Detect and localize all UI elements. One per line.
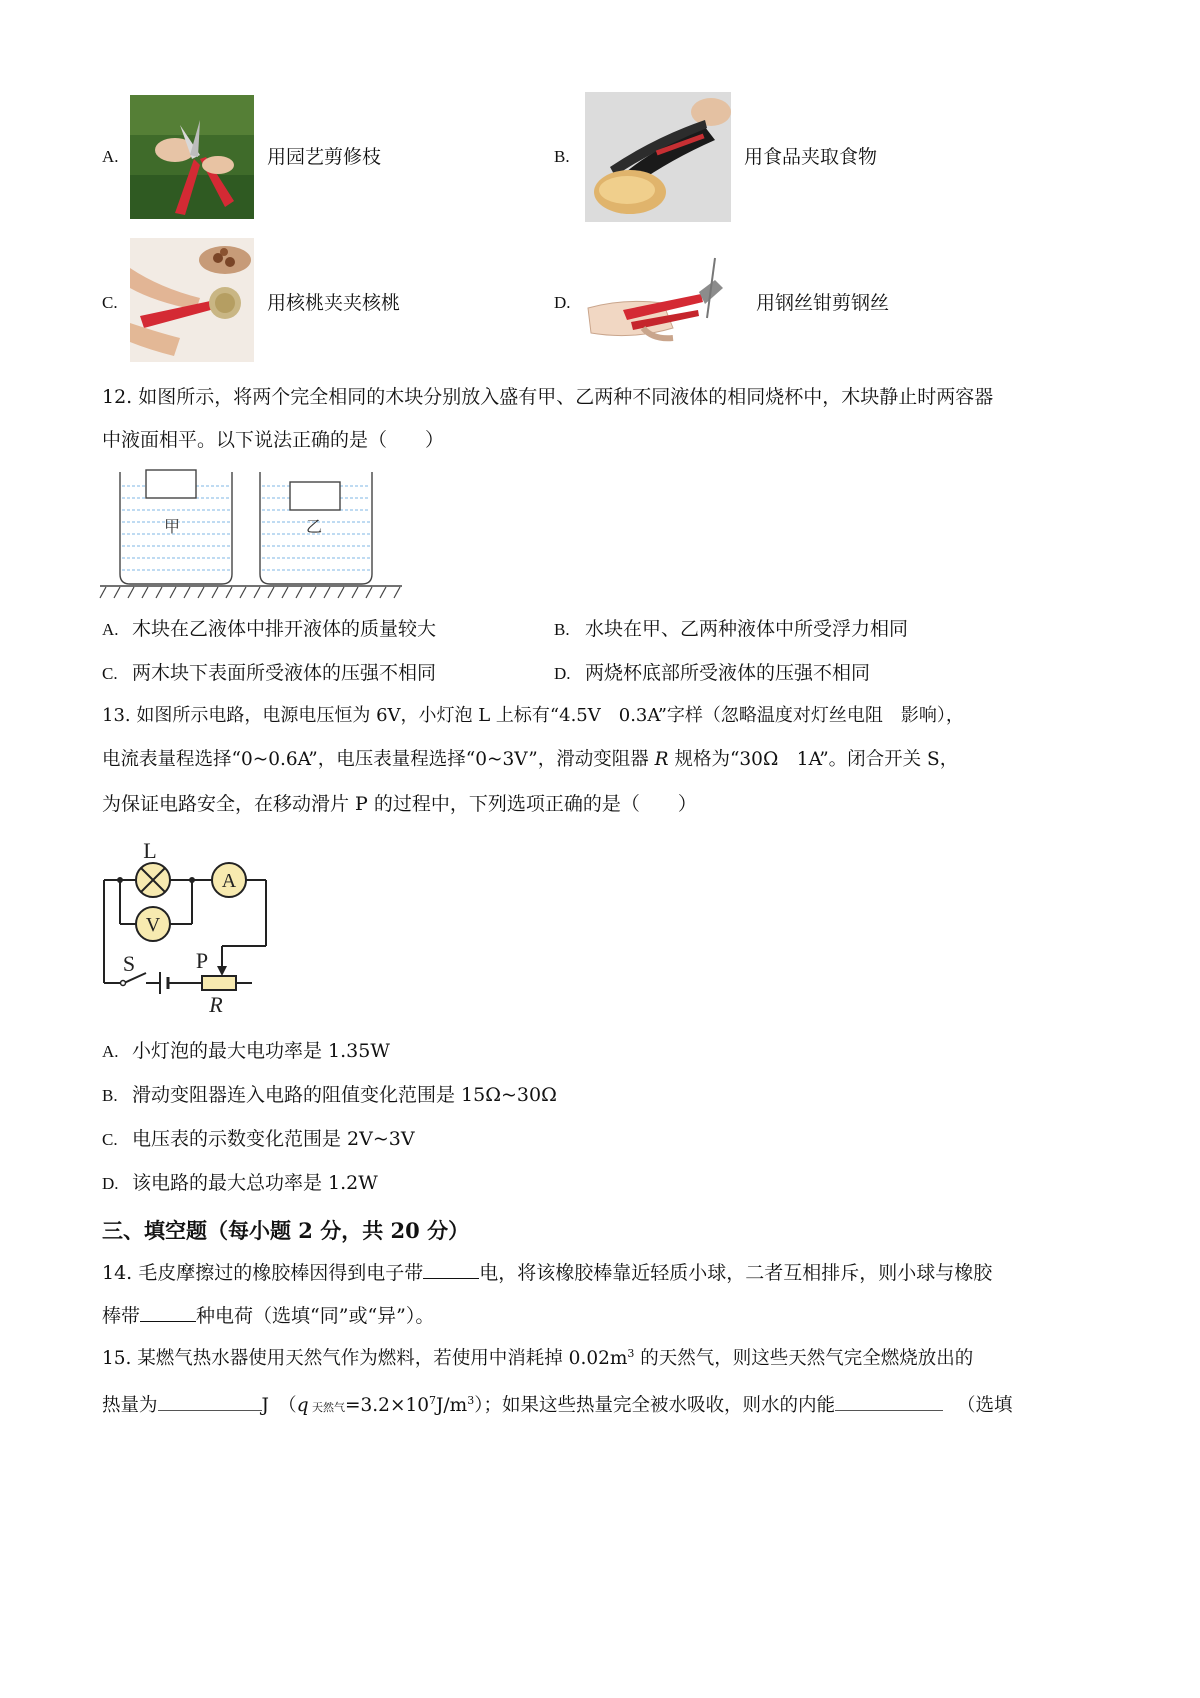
- option-letter: C.: [102, 664, 118, 683]
- option-letter: D.: [554, 293, 571, 312]
- option-letter: A.: [102, 147, 119, 166]
- option-letter: D.: [554, 664, 571, 683]
- q13-option-b-text: 滑动变阻器连入电路的阻值变化范围是 15Ω~30Ω: [132, 1084, 557, 1106]
- q15-line1: 15. 某燃气热水器使用天然气作为燃料，若使用中消耗掉 $0.02m^3$ 的天然气，则这些天然气完全燃烧放出的: [102, 1347, 974, 1370]
- option-letter: A.: [102, 1042, 119, 1061]
- ammeter-symbol: [212, 863, 246, 897]
- option-letter: B.: [102, 1086, 118, 1105]
- option-text: 用食品夹取食物: [744, 146, 878, 168]
- option-letter: C.: [102, 1130, 118, 1149]
- voltmeter-symbol: [136, 907, 170, 941]
- option-letter: B.: [554, 147, 570, 166]
- q12-option-a-text: 木块在乙液体中排开液体的质量较大: [132, 618, 437, 640]
- wire-pliers-photo: [583, 258, 743, 346]
- q12-option-b-text: 水块在甲、乙两种液体中所受浮力相同: [585, 618, 909, 640]
- beaker-right-label: 乙: [305, 517, 323, 536]
- ground-hatching: [100, 587, 400, 598]
- q15-blank-2[interactable]: [835, 1392, 943, 1411]
- q13-stem-line2: 电流表量程选择“0~0.6A”，电压表量程选择“0~3V”，滑动变阻器 R 规格为“30Ω 1A”。闭合开关 S，: [102, 749, 959, 770]
- q13-stem-line1: 13. 如图所示电路，电源电压恒为 6V，小灯泡 L 上标有“4.5V 0.3A”字样（忽略温度对灯丝电阻 影响），: [102, 705, 964, 726]
- rheostat-label: R: [209, 992, 223, 1017]
- ammeter-label: A: [221, 870, 237, 892]
- q13-option-d-text: 该电路的最大总功率是 1.2W: [132, 1172, 378, 1194]
- lamp-symbol: [136, 863, 170, 897]
- q14-line2: 棒带 种电荷（选填“同”或“异”）。: [102, 1305, 435, 1327]
- q13-stem-line3: 为保证电路安全，在移动滑片 P 的过程中，下列选项正确的是（ ）: [102, 793, 697, 815]
- beakers-diagram: [100, 466, 405, 606]
- q12-option-d-text: 两烧杯底部所受液体的压强不相同: [585, 662, 871, 684]
- beaker-left-label: 甲: [163, 517, 181, 536]
- q12-stem-line1: 12. 如图所示，将两个完全相同的木块分别放入盛有甲、乙两种不同液体的相同烧杯中，木块静止时两容器: [102, 386, 994, 408]
- wood-block-left: [146, 470, 196, 498]
- pruning-shears-photo: [130, 95, 254, 219]
- q12-option-c-text: 两木块下表面所受液体的压强不相同: [132, 662, 437, 684]
- option-text: 用钢丝钳剪钢丝: [756, 292, 890, 314]
- option-letter: C.: [102, 293, 118, 312]
- section-title: 三、填空题（每小题 2 分，共 20 分）: [102, 1218, 470, 1243]
- option-letter: B.: [554, 620, 570, 639]
- q13-option-c-text: 电压表的示数变化范围是 2V~3V: [132, 1128, 415, 1150]
- lamp-label: L: [143, 838, 157, 863]
- q14-line1: 14. 毛皮摩擦过的橡胶棒因得到电子带 电，将该橡胶棒靠近轻质小球，二者互相排斥，则小球与橡胶: [102, 1262, 993, 1284]
- q14-blank-1[interactable]: [423, 1260, 479, 1279]
- nutcracker-photo: [130, 238, 254, 362]
- option-text: 用核桃夹夹核桃: [267, 292, 401, 314]
- option-letter: A.: [102, 620, 119, 639]
- q15-line2: 热量为 J （q 天然气$=3.2\times 10^7J/m^3$）；如果这些热量完全被水吸收，则水的内能 （选填: [102, 1393, 1013, 1416]
- option-text: 用园艺剪修枝: [267, 146, 382, 168]
- rheostat-symbol: [202, 976, 236, 990]
- option-letter: D.: [102, 1174, 119, 1193]
- circuit-diagram: [96, 838, 276, 1018]
- voltmeter-label: V: [145, 914, 161, 936]
- q15-blank-1[interactable]: [158, 1392, 262, 1411]
- q12-stem-line2: 中液面相平。以下说法正确的是（ ）: [102, 429, 445, 451]
- q14-blank-2[interactable]: [140, 1303, 196, 1322]
- q13-option-a-text: 小灯泡的最大电功率是 1.35W: [132, 1040, 390, 1062]
- slider-label: P: [195, 948, 209, 973]
- food-tongs-photo: [585, 92, 731, 222]
- wood-block-right: [290, 482, 340, 510]
- switch-label: S: [122, 951, 136, 976]
